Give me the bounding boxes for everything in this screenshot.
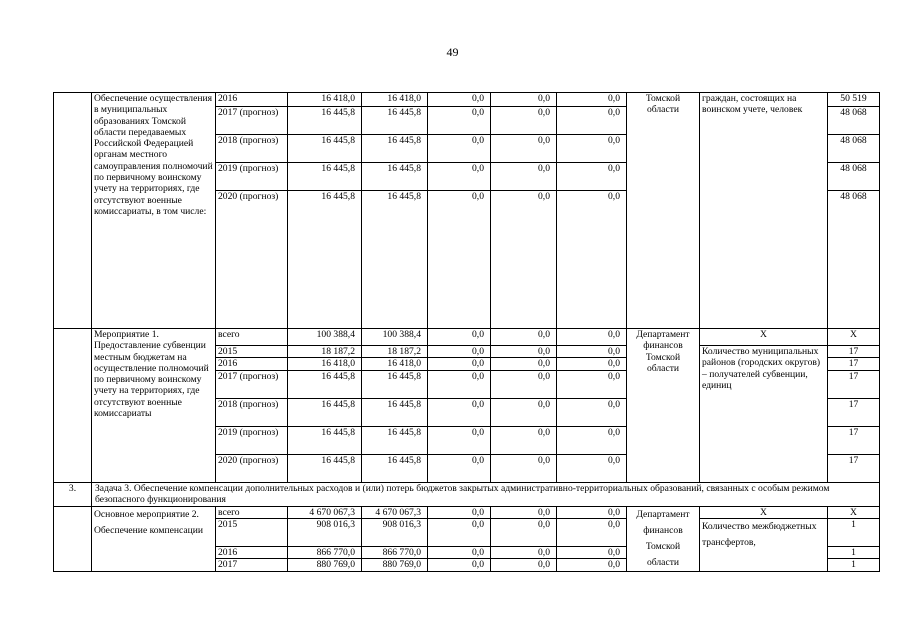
cell-reg: 0,0: [428, 329, 491, 346]
cell-loc: 0,0: [491, 518, 557, 546]
cell-fed: 16 445,8: [362, 135, 428, 163]
cell-loc: 0,0: [491, 506, 557, 518]
cell-fed: 16 445,8: [362, 163, 428, 191]
activity-name: Обеспечение осуществления в муниципальных образованиях Томской области передаваемых Российской Федерацией органам местного самоуправления полномочий по первичному воинскому учету на территориях, где отсутствуют военные комиссариаты, в том числе:: [92, 93, 216, 329]
cell-total: 16 445,8: [288, 398, 362, 426]
cell-oth: 0,0: [557, 454, 627, 482]
cell-loc: 0,0: [491, 135, 557, 163]
indicator-value: 50 519: [828, 93, 880, 107]
cell-reg: 0,0: [428, 163, 491, 191]
cell-total: 16 445,8: [288, 107, 362, 135]
cell-total: 908 016,3: [288, 518, 362, 546]
cell-total: 16 445,8: [288, 191, 362, 329]
indicator-marker: Х: [700, 506, 828, 518]
cell-year: 2019 (прогноз): [216, 426, 288, 454]
cell-loc: 0,0: [491, 547, 557, 559]
cell-total: 100 388,4: [288, 329, 362, 346]
cell-year: 2018 (прогноз): [216, 135, 288, 163]
cell-oth: 0,0: [557, 398, 627, 426]
cell-oth: 0,0: [557, 506, 627, 518]
cell-fed: 100 388,4: [362, 329, 428, 346]
cell-total: 4 670 067,3: [288, 506, 362, 518]
cell-fed: 16 418,0: [362, 93, 428, 107]
cell-reg: 0,0: [428, 398, 491, 426]
cell-total: 16 418,0: [288, 358, 362, 370]
cell-reg: 0,0: [428, 559, 491, 571]
indicator-value: 17: [828, 398, 880, 426]
cell-reg: 0,0: [428, 454, 491, 482]
activity-name: Мероприятие 1. Предоставление субвенции местным бюджетам на осуществление полномочий по первичному воинскому учету на территориях, где отсутствуют военные комиссариаты: [92, 329, 216, 483]
cell-oth: 0,0: [557, 93, 627, 107]
cell-reg: 0,0: [428, 547, 491, 559]
cell-oth: 0,0: [557, 329, 627, 346]
cell-total: 16 445,8: [288, 454, 362, 482]
indicator-value: 17: [828, 358, 880, 370]
cell-year: 2015: [216, 346, 288, 358]
cell-oth: 0,0: [557, 163, 627, 191]
cell-fed: 16 445,8: [362, 454, 428, 482]
cell-year: 2016: [216, 358, 288, 370]
cell-fed: 880 769,0: [362, 559, 428, 571]
cell-oth: 0,0: [557, 370, 627, 398]
cell-oth: 0,0: [557, 107, 627, 135]
indicator-value: 48 068: [828, 135, 880, 163]
cell-oth: 0,0: [557, 559, 627, 571]
cell-total: 16 445,8: [288, 135, 362, 163]
cell-total: 866 770,0: [288, 547, 362, 559]
cell-year: всего: [216, 506, 288, 518]
cell-reg: 0,0: [428, 93, 491, 107]
cell-loc: 0,0: [491, 398, 557, 426]
table-row: [54, 506, 880, 518]
indicator-value: 17: [828, 370, 880, 398]
cell-reg: 0,0: [428, 506, 491, 518]
cell-fed: 16 445,8: [362, 426, 428, 454]
cell-number: [54, 329, 92, 483]
indicator-value: 1: [828, 559, 880, 571]
cell-loc: 0,0: [491, 358, 557, 370]
executor: Департамент финансов Томской области: [627, 329, 700, 483]
cell-fed: 18 187,2: [362, 346, 428, 358]
cell-oth: 0,0: [557, 346, 627, 358]
indicator-value: 17: [828, 426, 880, 454]
cell-loc: 0,0: [491, 107, 557, 135]
cell-reg: 0,0: [428, 107, 491, 135]
cell-fed: 16 418,0: [362, 358, 428, 370]
cell-year: 2016: [216, 93, 288, 107]
indicator-value: 48 068: [828, 163, 880, 191]
cell-reg: 0,0: [428, 358, 491, 370]
cell-reg: 0,0: [428, 135, 491, 163]
cell-reg: 0,0: [428, 346, 491, 358]
cell-fed: 16 445,8: [362, 191, 428, 329]
budget-table: [53, 92, 880, 572]
cell-loc: 0,0: [491, 93, 557, 107]
indicator-value: 48 068: [828, 191, 880, 329]
cell-oth: 0,0: [557, 191, 627, 329]
indicator-value: Х: [828, 506, 880, 518]
cell-year: всего: [216, 329, 288, 346]
page-number: 49: [446, 45, 459, 59]
cell-year: 2017 (прогноз): [216, 107, 288, 135]
cell-oth: 0,0: [557, 426, 627, 454]
task-number: 3.: [54, 482, 92, 506]
indicator-name: граждан, состоящих на воинском учете, человек: [700, 93, 828, 329]
cell-loc: 0,0: [491, 426, 557, 454]
task-text: Задача 3. Обеспечение компенсации дополнительных расходов и (или) потерь бюджетов закрытых административно-территориальных образований, связанных с особым режимом безопасного функционирования: [92, 482, 880, 506]
cell-reg: 0,0: [428, 370, 491, 398]
table-row: [54, 93, 880, 107]
cell-fed: 4 670 067,3: [362, 506, 428, 518]
cell-loc: 0,0: [491, 559, 557, 571]
cell-year: 2015: [216, 518, 288, 546]
indicator-value: 17: [828, 346, 880, 358]
cell-total: 16 445,8: [288, 426, 362, 454]
cell-loc: 0,0: [491, 191, 557, 329]
cell-reg: 0,0: [428, 518, 491, 546]
cell-year: 2019 (прогноз): [216, 163, 288, 191]
cell-total: 880 769,0: [288, 559, 362, 571]
cell-oth: 0,0: [557, 135, 627, 163]
cell-year: 2017: [216, 559, 288, 571]
executor: Департамент финансов Томской области: [627, 506, 700, 571]
cell-number: [54, 93, 92, 329]
indicator-value: 48 068: [828, 107, 880, 135]
cell-year: 2016: [216, 547, 288, 559]
cell-loc: 0,0: [491, 454, 557, 482]
cell-year: 2017 (прогноз): [216, 370, 288, 398]
cell-loc: 0,0: [491, 163, 557, 191]
indicator-marker: Х: [700, 329, 828, 346]
indicator-value: 1: [828, 547, 880, 559]
cell-total: 16 445,8: [288, 163, 362, 191]
cell-loc: 0,0: [491, 370, 557, 398]
cell-fed: 16 445,8: [362, 370, 428, 398]
cell-reg: 0,0: [428, 191, 491, 329]
cell-year: 2020 (прогноз): [216, 454, 288, 482]
cell-total: 16 445,8: [288, 370, 362, 398]
cell-total: 16 418,0: [288, 93, 362, 107]
cell-fed: 16 445,8: [362, 398, 428, 426]
indicator-value: 17: [828, 454, 880, 482]
cell-fed: 16 445,8: [362, 107, 428, 135]
cell-loc: 0,0: [491, 329, 557, 346]
cell-loc: 0,0: [491, 346, 557, 358]
indicator-name: Количество муниципальных районов (городских округов) – получателей субвенции, единиц: [700, 346, 828, 483]
indicator-value: 1: [828, 518, 880, 546]
task-row: [54, 482, 880, 506]
cell-total: 18 187,2: [288, 346, 362, 358]
cell-oth: 0,0: [557, 518, 627, 546]
indicator-name: Количество межбюджетных трансфертов,: [700, 518, 828, 571]
cell-reg: 0,0: [428, 426, 491, 454]
executor: Томской области: [627, 93, 700, 329]
cell-number: [54, 506, 92, 571]
indicator-value: Х: [828, 329, 880, 346]
activity-name: Основное мероприятие 2. Обеспечение компенсации: [92, 506, 216, 571]
cell-fed: 908 016,3: [362, 518, 428, 546]
cell-fed: 866 770,0: [362, 547, 428, 559]
table-row: [54, 329, 880, 346]
cell-year: 2020 (прогноз): [216, 191, 288, 329]
cell-oth: 0,0: [557, 547, 627, 559]
cell-oth: 0,0: [557, 358, 627, 370]
cell-year: 2018 (прогноз): [216, 398, 288, 426]
